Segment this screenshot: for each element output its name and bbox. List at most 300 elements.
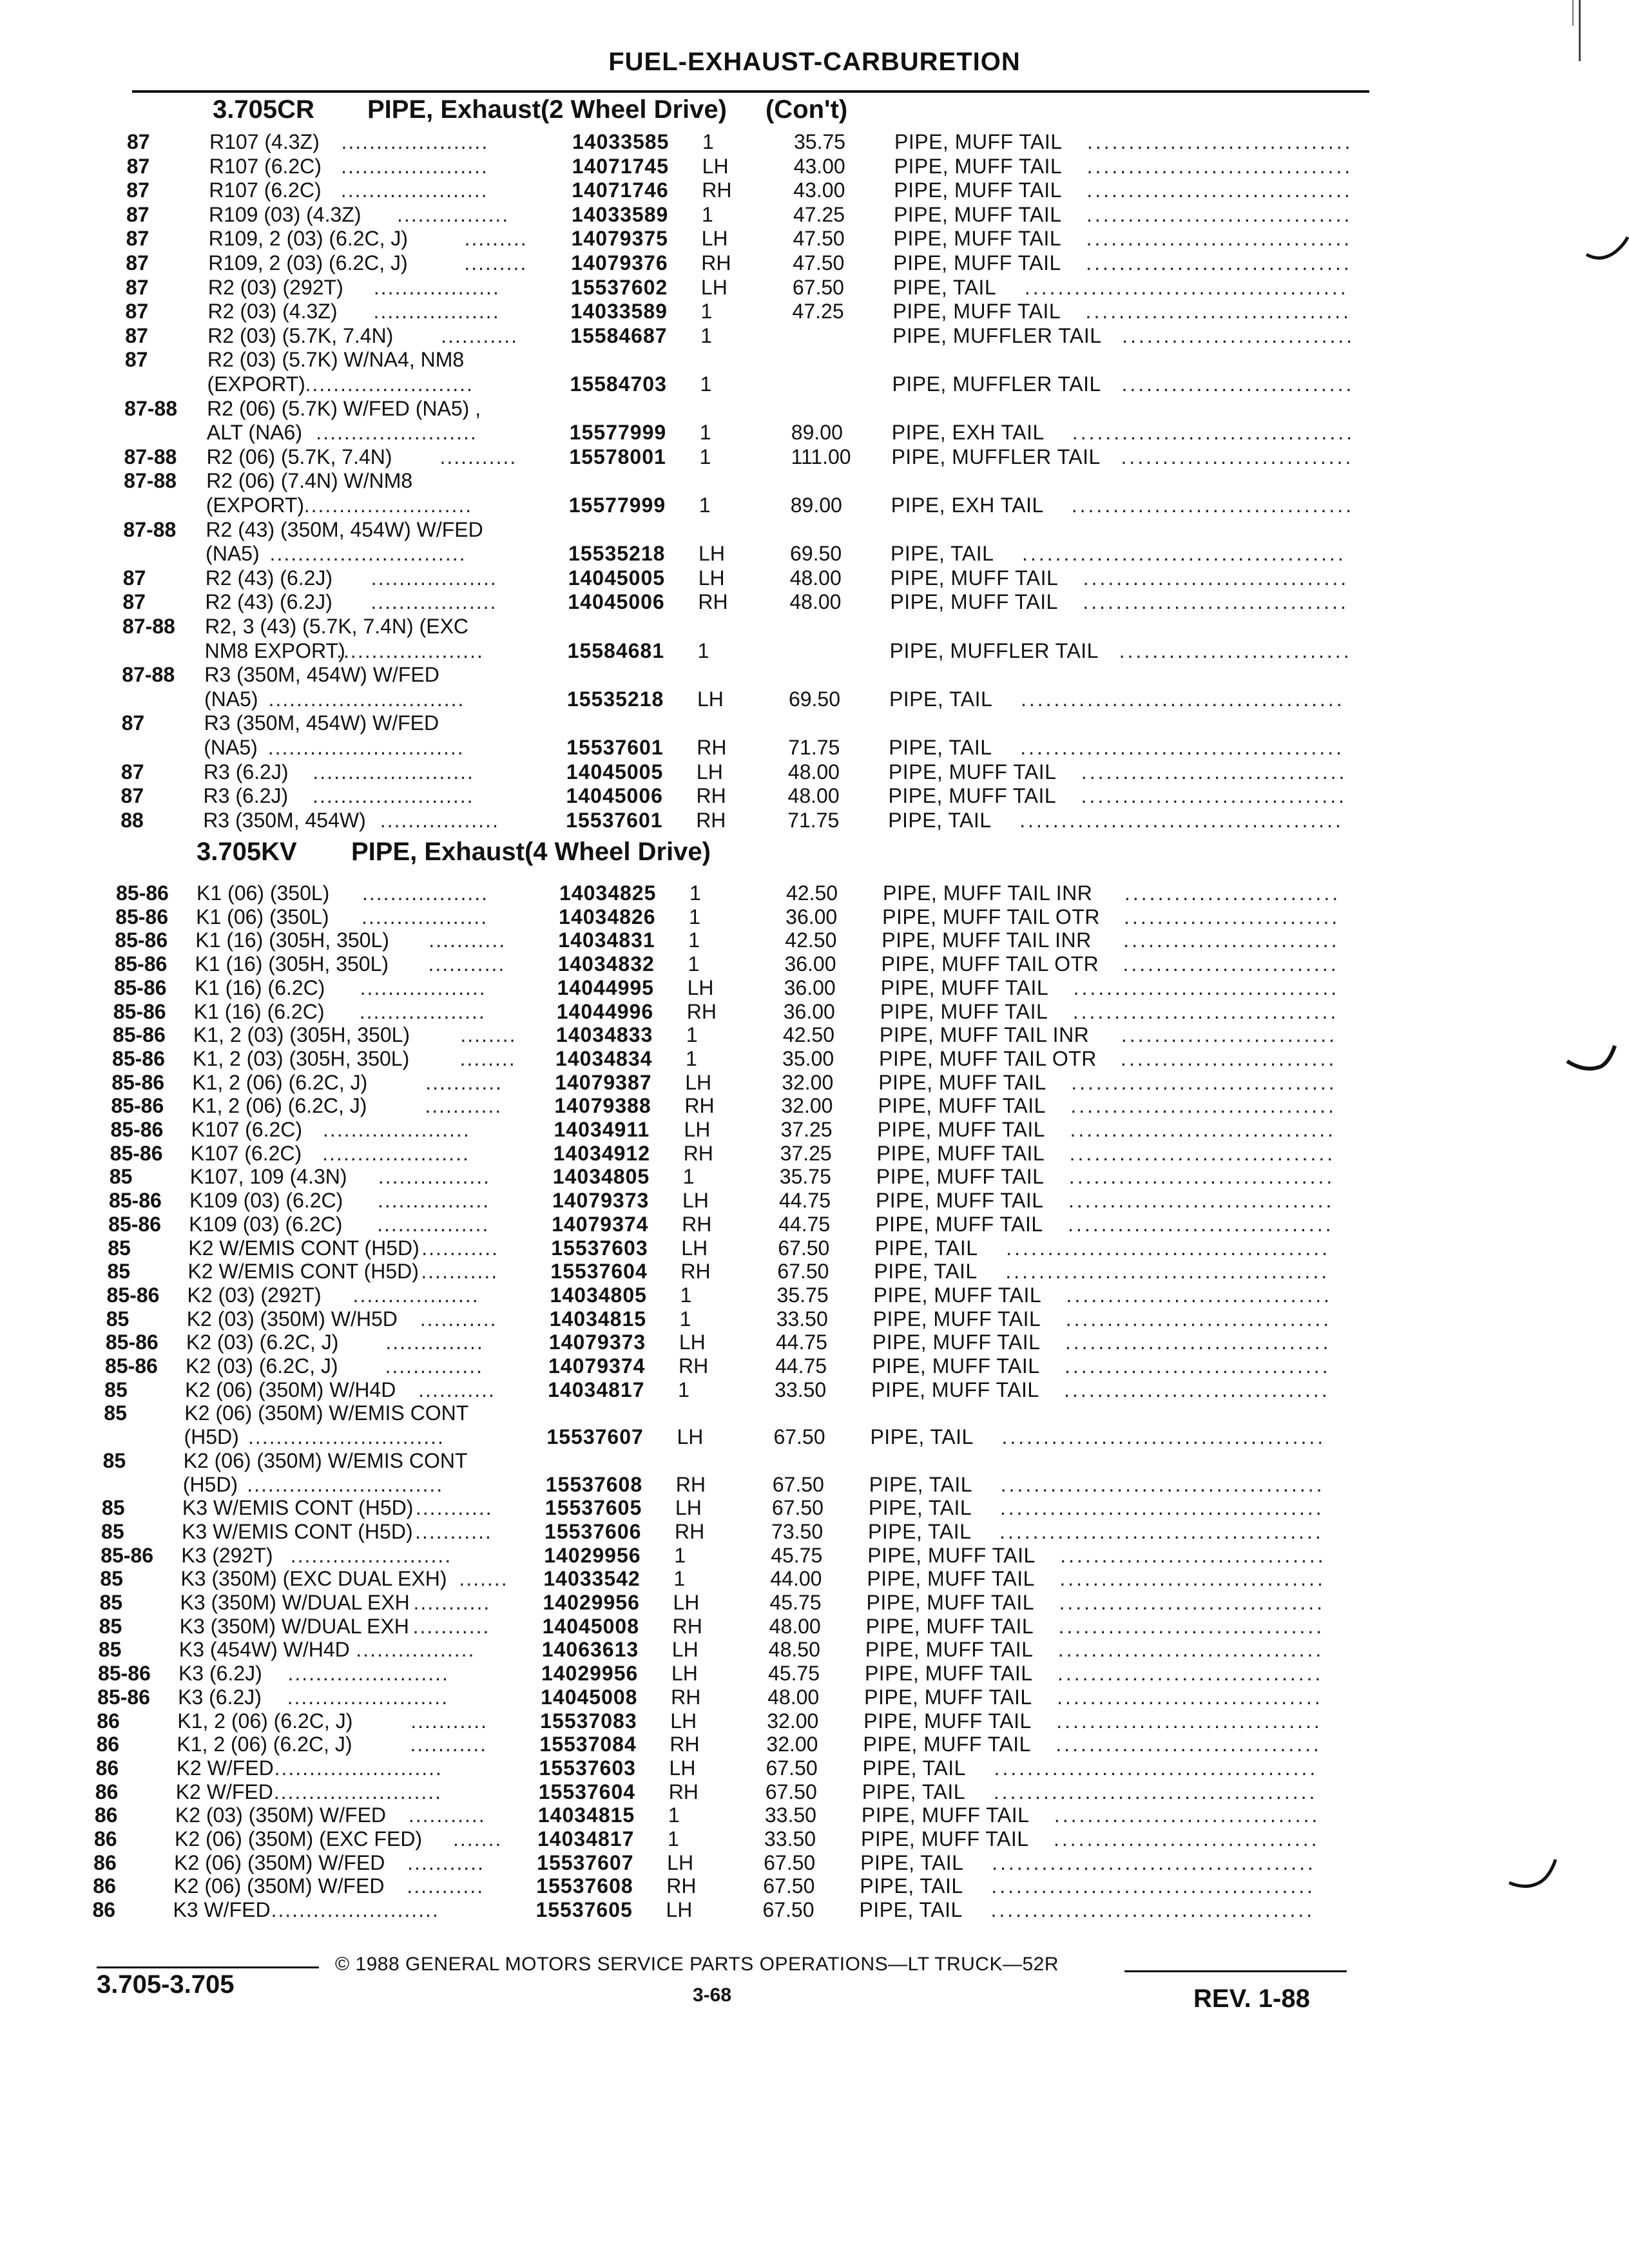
list-price: 35.75 [776, 1283, 829, 1307]
application-description: K2 (06) (350M) W/EMIS CONT [184, 1401, 469, 1425]
table-row [0, 251, 1629, 274]
table-row [0, 1071, 1629, 1094]
quantity-side: LH [679, 1331, 706, 1354]
leader-dots: ................................ [1064, 1378, 1330, 1401]
table-row [0, 639, 1629, 662]
list-price: 67.50 [773, 1425, 825, 1449]
table-row [0, 566, 1629, 590]
leader-dots: ................................ [1065, 1307, 1332, 1331]
application-description: R3 (350M, 454W) [203, 808, 366, 832]
leader-dots: ........... [415, 1496, 493, 1520]
part-name: PIPE, TAIL [862, 1756, 966, 1780]
leader-dots: .................. [371, 590, 497, 614]
leader-dots: ........ [459, 1046, 516, 1070]
list-price: 45.75 [767, 1662, 820, 1686]
part-name: PIPE, MUFF TAIL [861, 1803, 1030, 1827]
application-description: K2 (06) (350M) W/H4D [185, 1378, 396, 1401]
leader-dots: ....................................... [990, 1898, 1315, 1922]
leader-dots: ................................ [1057, 1685, 1323, 1709]
table-row [0, 928, 1629, 952]
leader-dots: ................................ [1069, 1141, 1336, 1165]
part-number: 14044996 [556, 999, 654, 1023]
application-description: K107 (6.2C) [190, 1141, 302, 1165]
part-name: PIPE, MUFF TAIL INR [879, 1023, 1090, 1047]
leader-dots: ........... [428, 952, 506, 976]
leader-dots: ........... [439, 445, 517, 468]
table-row [0, 1780, 1629, 1803]
list-price: 37.25 [780, 1118, 833, 1141]
table-row [0, 1449, 1629, 1472]
table-row [0, 1591, 1629, 1614]
leader-dots: ................................ [1086, 202, 1353, 226]
part-number: 14045005 [568, 566, 666, 590]
section-heading-2wd [213, 95, 847, 124]
part-number: 14079374 [552, 1212, 649, 1236]
leader-dots: .......................... [1121, 1023, 1338, 1047]
quantity-side: RH [696, 784, 726, 808]
leader-dots: ........... [421, 1236, 499, 1260]
list-price: 36.00 [784, 975, 836, 999]
model-year: 85 [104, 1378, 128, 1401]
part-name: PIPE, MUFF TAIL [877, 1118, 1046, 1141]
table-row [0, 1686, 1629, 1709]
leader-dots: ............................ [247, 1472, 444, 1496]
part-number: 14045005 [566, 760, 664, 783]
application-description: K107 (6.2C) [191, 1118, 303, 1141]
part-number: 14071746 [572, 178, 669, 202]
model-year: 85-86 [115, 928, 168, 952]
part-name: PIPE, MUFFLER TAIL [892, 323, 1102, 347]
part-number: 15577999 [568, 494, 666, 517]
quantity-side: LH [696, 760, 723, 783]
leader-dots: ................................ [1054, 1803, 1320, 1827]
model-year: 87-88 [122, 663, 175, 687]
model-year: 85 [99, 1591, 123, 1614]
quantity-side: 1 [699, 421, 711, 445]
leader-dots: ........... [407, 1850, 485, 1874]
quantity-side: 1 [700, 300, 713, 323]
leader-dots: .................. [361, 905, 488, 928]
quantity-side: LH [698, 566, 725, 590]
application-description: R2 (43) (6.2J) [205, 590, 333, 614]
part-number: 15537084 [539, 1733, 637, 1756]
quantity-side: LH [699, 542, 725, 566]
list-price: 36.00 [784, 952, 836, 976]
table-row [0, 1047, 1629, 1070]
application-description: R2 (03) (5.7K) W/NA4, NM8 [207, 348, 465, 372]
model-year: 85-86 [97, 1662, 151, 1686]
part-name: PIPE, TAIL [891, 542, 994, 566]
section-heading-4wd [197, 838, 711, 867]
part-name: PIPE, MUFF TAIL [893, 227, 1062, 251]
table-row [0, 372, 1629, 396]
leader-dots: ................................ [1085, 300, 1352, 323]
table-row [0, 1236, 1629, 1260]
application-description: R2 (06) (7.4N) W/NM8 [206, 469, 413, 493]
part-name: PIPE, TAIL [874, 1260, 978, 1283]
model-year: 87-88 [124, 396, 177, 420]
quantity-side: LH [671, 1638, 699, 1662]
quantity-side: 1 [700, 372, 712, 396]
part-number: 15537083 [540, 1709, 637, 1733]
part-name: PIPE, MUFFLER TAIL [892, 372, 1101, 396]
footer-section-code: 3.705-3.705 [97, 1970, 235, 1999]
list-price: 71.75 [788, 736, 840, 759]
part-number: 14033542 [543, 1567, 641, 1591]
part-name: PIPE, MUFF TAIL [867, 1543, 1036, 1567]
list-price: 67.50 [771, 1496, 824, 1520]
table-row [0, 711, 1629, 735]
leader-dots: ................................ [1056, 1709, 1322, 1733]
quantity-side: RH [686, 999, 717, 1023]
leader-dots: ................................ [1081, 784, 1347, 808]
leader-dots: ........... [413, 1591, 491, 1614]
leader-dots: ................................ [1059, 1591, 1325, 1614]
part-name: PIPE, MUFF TAIL [893, 202, 1062, 226]
part-number: 15584681 [567, 639, 665, 662]
quantity-side: RH [701, 251, 731, 274]
part-number: 15577999 [569, 421, 667, 445]
leader-dots: ........... [419, 1307, 497, 1331]
list-price: 67.50 [762, 1898, 815, 1922]
application-description: K2 W/EMIS CONT (H5D) [188, 1236, 419, 1260]
part-number: 15537602 [570, 275, 668, 299]
part-name: PIPE, MUFF TAIL [890, 566, 1059, 590]
list-price: 48.50 [768, 1638, 820, 1662]
part-name: PIPE, MUFF TAIL [880, 999, 1048, 1023]
application-description: R2 (43) (6.2J) [205, 566, 333, 590]
part-name: PIPE, MUFF TAIL [872, 1354, 1040, 1378]
part-name: PIPE, MUFF TAIL [864, 1662, 1033, 1686]
list-price: 48.00 [787, 784, 840, 808]
part-number: 15584687 [570, 323, 668, 347]
list-price: 69.50 [788, 687, 841, 711]
part-name: PIPE, EXH TAIL [891, 494, 1044, 517]
model-year: 85-86 [112, 1046, 165, 1070]
model-year: 87-88 [123, 517, 177, 541]
leader-dots: ......... [464, 251, 528, 274]
quantity-side: LH [667, 1850, 694, 1874]
model-year: 85-86 [105, 1331, 159, 1354]
footer-rule [97, 1966, 319, 1968]
application-description: R2 (03) (5.7K, 7.4N) [207, 323, 394, 347]
leader-dots: ......... [464, 227, 528, 251]
table-row [0, 348, 1629, 371]
part-number: 15537607 [537, 1850, 634, 1874]
part-number: 14033589 [570, 300, 668, 323]
model-year: 86 [95, 1756, 119, 1780]
table-row [0, 518, 1629, 541]
application-description: K2 W/FED [176, 1756, 274, 1780]
model-year: 86 [97, 1709, 120, 1733]
table-row [0, 1709, 1629, 1733]
quantity-side: RH [696, 808, 726, 832]
part-number: 14034912 [553, 1141, 651, 1165]
leader-dots: ....................... [313, 784, 474, 808]
leader-dots: ..................... [341, 154, 488, 178]
part-number: 14079388 [554, 1094, 651, 1118]
model-year: 87 [127, 130, 150, 153]
application-description: K2 (03) (292T) [187, 1283, 322, 1307]
application-description: R2 (03) (4.3Z) [207, 300, 338, 323]
model-year: 85-86 [97, 1685, 150, 1709]
table-row [0, 1213, 1629, 1236]
list-price: 67.50 [763, 1874, 815, 1898]
model-year: 87 [121, 711, 145, 735]
part-name: PIPE, TAIL [889, 736, 992, 759]
application-description: K109 (03) (6.2C) [189, 1212, 343, 1236]
check-mark-icon [1566, 1041, 1617, 1079]
part-number: 14034815 [537, 1803, 635, 1827]
part-number: 14045008 [541, 1685, 638, 1709]
model-year: 85-86 [114, 952, 168, 976]
table-row [0, 760, 1629, 783]
quantity-side: 1 [668, 1827, 679, 1850]
quantity-side: LH [681, 1236, 708, 1260]
footer-copyright: © 1988 GENERAL MOTORS SERVICE PARTS OPERATIONS—LT TRUCK—52R [335, 1954, 1059, 1975]
application-description: K1 (06) (350L) [196, 905, 329, 928]
table-row [0, 1094, 1629, 1117]
part-name: PIPE, MUFF TAIL [864, 1685, 1032, 1709]
list-price: 67.50 [792, 275, 844, 299]
list-price: 44.75 [778, 1212, 831, 1236]
part-name: PIPE, MUFF TAIL [888, 760, 1057, 783]
model-year: 85-86 [115, 905, 168, 928]
part-name: PIPE, TAIL [889, 687, 993, 711]
leader-dots: .................................. [1071, 494, 1354, 517]
part-name: PIPE, MUFF TAIL [875, 1212, 1043, 1236]
table-row [0, 1378, 1629, 1401]
application-description: K2 (06) (350M) W/FED [174, 1850, 385, 1874]
table-row [0, 615, 1629, 638]
table-row [0, 542, 1629, 565]
part-number: 15537604 [550, 1260, 648, 1283]
leader-dots: ....................................... [1000, 1472, 1325, 1496]
table-row [0, 494, 1629, 517]
quantity-side: 1 [702, 130, 714, 153]
application-description: K2 (06) (350M) (EXC FED) [175, 1827, 423, 1850]
part-number: 14079374 [548, 1354, 646, 1378]
leader-dots: ................................ [1083, 566, 1349, 590]
leader-dots: ....................................... [1020, 687, 1345, 711]
leader-dots: ....................... [316, 421, 477, 445]
table-row [0, 1544, 1629, 1567]
leader-dots: ................................ [1057, 1638, 1324, 1662]
model-year: 87 [124, 348, 148, 372]
quantity-side: 1 [689, 905, 700, 928]
quantity-side: LH [687, 975, 714, 999]
leader-dots: ........... [418, 1378, 496, 1401]
leader-dots: ........... [441, 323, 518, 347]
application-description: K3 (350M) W/DUAL EXH [180, 1591, 410, 1614]
table-row [0, 1425, 1629, 1448]
model-year: 85-86 [105, 1354, 158, 1378]
part-number: 14034826 [559, 905, 656, 928]
leader-dots: ................................ [1065, 1354, 1331, 1378]
model-year: 85 [99, 1614, 122, 1638]
application-description: (H5D) [182, 1472, 238, 1496]
quantity-side: RH [698, 590, 728, 614]
leader-dots: ........... [410, 1733, 488, 1756]
leader-dots: .................. [373, 300, 500, 323]
part-name: PIPE, TAIL [868, 1519, 972, 1543]
model-year: 85-86 [113, 999, 166, 1023]
quantity-side: LH [685, 1070, 712, 1094]
list-price: 45.75 [769, 1591, 822, 1614]
part-number: 14045006 [568, 590, 665, 614]
list-price: 48.00 [789, 590, 842, 614]
leader-dots: ........................ [305, 372, 474, 396]
list-price: 67.50 [766, 1756, 818, 1780]
quantity-side: LH [675, 1496, 702, 1520]
model-year: 87 [122, 590, 146, 614]
model-year: 86 [93, 1874, 116, 1898]
leader-dots: ....................... [287, 1662, 449, 1686]
application-description: R109, 2 (03) (6.2C, J) [208, 251, 408, 274]
leader-dots: ........................ [274, 1756, 443, 1780]
table-row [0, 397, 1629, 420]
model-year: 85 [98, 1638, 122, 1662]
table-row [0, 1874, 1629, 1898]
list-price: 48.00 [767, 1685, 820, 1709]
model-year: 85 [101, 1496, 125, 1520]
list-price: 48.00 [769, 1614, 821, 1638]
leader-dots: ....................................... [999, 1519, 1324, 1543]
list-price: 33.50 [776, 1307, 828, 1331]
model-year: 86 [94, 1827, 117, 1850]
model-year: 85 [100, 1567, 123, 1591]
list-price: 42.50 [786, 881, 838, 905]
part-name: PIPE, TAIL [862, 1780, 966, 1803]
quantity-side: LH [700, 275, 728, 299]
model-year: 86 [95, 1780, 119, 1803]
leader-dots: ................................ [1060, 1543, 1326, 1567]
part-name: PIPE, MUFF TAIL [871, 1378, 1039, 1401]
part-name: PIPE, MUFF TAIL OTR [881, 952, 1099, 976]
list-price: 35.75 [779, 1165, 831, 1189]
list-price: 35.00 [782, 1046, 834, 1070]
application-description: R2 (06) (5.7K) W/FED (NA5) , [207, 396, 481, 420]
leader-dots: ....................................... [1024, 275, 1349, 299]
model-year: 87 [126, 202, 149, 226]
part-name: PIPE, MUFF TAIL [894, 178, 1062, 202]
part-name: PIPE, MUFF TAIL INR [883, 881, 1093, 905]
page-title: FUEL-EXHAUST-CARBURETION [0, 48, 1629, 77]
list-price: 36.00 [786, 905, 838, 928]
leader-dots: ....................................... [991, 1874, 1316, 1898]
leader-dots: ..................... [336, 639, 484, 662]
part-number: 15535218 [568, 542, 666, 566]
leader-dots: .............. [385, 1331, 484, 1354]
part-name: PIPE, MUFF TAIL [863, 1709, 1032, 1733]
list-price: 47.25 [792, 300, 844, 323]
model-year: 87-88 [124, 445, 177, 468]
part-number: 14034817 [537, 1827, 635, 1850]
leader-dots: ..................... [323, 1118, 470, 1141]
leader-dots: ........... [425, 1094, 503, 1118]
model-year: 88 [120, 808, 144, 832]
part-name: PIPE, MUFF TAIL [866, 1591, 1035, 1614]
leader-dots: ................................ [1072, 999, 1339, 1023]
quantity-side: RH [668, 1780, 699, 1803]
list-price: 42.50 [782, 1023, 834, 1047]
part-name: PIPE, MUFF TAIL [894, 154, 1063, 178]
application-description: K2 (03) (6.2C, J) [186, 1331, 339, 1354]
model-year: 85-86 [108, 1212, 161, 1236]
quantity-side: RH [666, 1874, 697, 1898]
list-price: 44.00 [770, 1567, 822, 1591]
part-name: PIPE, MUFF TAIL [876, 1141, 1045, 1165]
table-row [0, 1638, 1629, 1661]
application-description: R3 (6.2J) [203, 760, 289, 783]
table-row [0, 1189, 1629, 1212]
model-year: 87 [126, 227, 149, 251]
part-number: 14063613 [541, 1638, 639, 1662]
application-description: K3 (6.2J) [178, 1685, 262, 1709]
quantity-side: LH [677, 1425, 704, 1449]
application-description: K1 (06) (350L) [197, 881, 330, 905]
part-name: PIPE, MUFF TAIL [865, 1614, 1034, 1638]
quantity-side: 1 [682, 1165, 695, 1189]
part-name: PIPE, TAIL [870, 1425, 974, 1449]
table-row [0, 1165, 1629, 1188]
leader-dots: ........... [410, 1709, 488, 1733]
application-description: R107 (6.2C) [209, 154, 322, 178]
leader-dots: ....................................... [1005, 1260, 1330, 1283]
table-row [0, 590, 1629, 613]
quantity-side: 1 [700, 323, 712, 347]
list-price: 33.50 [764, 1803, 816, 1827]
table-row [0, 1851, 1629, 1874]
part-number: 14034832 [557, 952, 655, 976]
part-number: 15537605 [535, 1898, 633, 1922]
leader-dots: ....................................... [1019, 808, 1344, 832]
application-description: K3 W/EMIS CONT (H5D) [182, 1496, 414, 1520]
leader-dots: .................. [352, 1283, 479, 1307]
leader-dots: .......................... [1124, 881, 1341, 905]
model-year: 85-86 [113, 975, 167, 999]
table-row [0, 1496, 1629, 1519]
check-mark-icon [1585, 232, 1629, 264]
application-description: K1, 2 (06) (6.2C, J) [177, 1733, 352, 1756]
list-price: 47.50 [793, 251, 845, 274]
list-price: 35.75 [794, 130, 846, 153]
leader-dots: ............................ [267, 736, 465, 759]
table-row [0, 1331, 1629, 1354]
model-year: 85-86 [110, 1118, 164, 1141]
quantity-side: 1 [699, 494, 711, 517]
application-description: R109 (03) (4.3Z) [208, 202, 361, 226]
part-number: 14079376 [571, 251, 668, 274]
table-row [0, 881, 1629, 905]
application-description: K1, 2 (06) (6.2C, J) [191, 1094, 367, 1118]
quantity-side: LH [701, 227, 728, 251]
leader-dots: ................................ [1087, 130, 1353, 153]
leader-dots: ............................ [269, 542, 467, 566]
application-description: K2 W/EMIS CONT (H5D) [188, 1260, 419, 1283]
leader-dots: .................. [359, 999, 486, 1023]
leader-dots: ........................ [304, 494, 473, 517]
model-year: 85 [108, 1236, 131, 1260]
section-code: 3.705CR [213, 95, 314, 124]
list-price: 67.50 [764, 1850, 816, 1874]
list-price: 32.00 [781, 1094, 833, 1118]
leader-dots: ............................ [1122, 323, 1355, 347]
leader-dots: ............................ [1119, 639, 1352, 662]
part-name: PIPE, MUFF TAIL OTR [879, 1046, 1097, 1070]
quantity-side: LH [697, 687, 724, 711]
leader-dots: ................. [380, 808, 499, 832]
